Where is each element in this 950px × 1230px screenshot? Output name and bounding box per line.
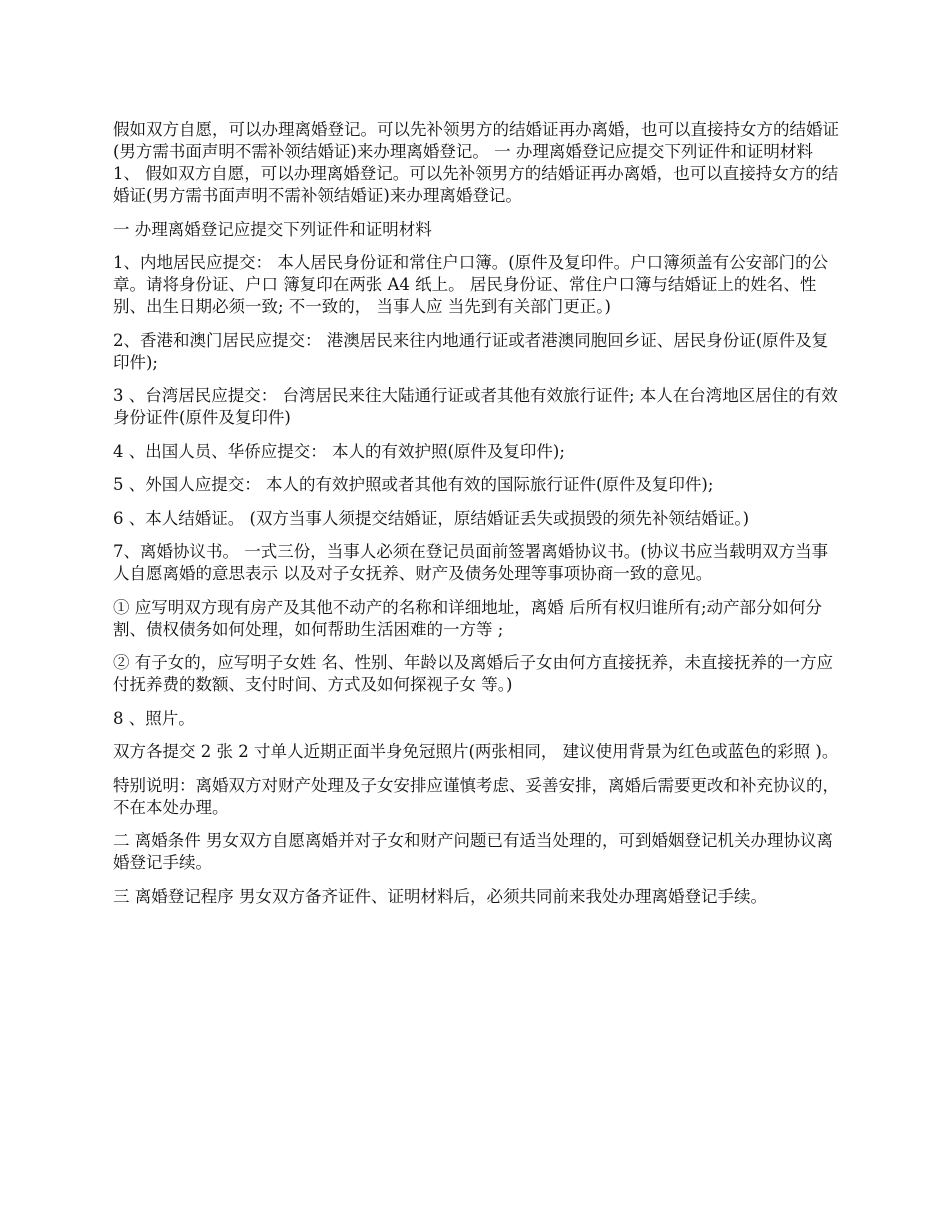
- section-registration-procedure: 三 离婚登记程序 男女双方备齐证件、证明材料后，必须共同前来我处办理离婚登记手续。: [113, 886, 767, 906]
- agreement-property-clause: ① 应写明双方现有房产及其他不动产的名称和详细地址，离婚 后所有权归谁所有;动产部分如何分割、债权债务如何处理，如何帮助生活困难的一方等 ;: [113, 597, 823, 639]
- item-photos: 8 、照片。: [113, 708, 195, 728]
- item-overseas-chinese: 4 、出国人员、华侨应提交： 本人的有效护照(原件及复印件);: [113, 441, 565, 461]
- agreement-children-clause: ② 有子女的，应写明子女姓 名、性别、年龄以及离婚后子女由何方直接抚养，未直接抚养的一方应付抚养费的数额、支付时间、方式及如何探视子女 等。): [113, 653, 833, 694]
- intro-paragraph: 假如双方自愿，可以办理离婚登记。可以先补领男方的结婚证再办离婚，也可以直接持女方的结婚证(男方需书面声明不需补领结婚证)来办理离婚登记。 一 办理离婚登记应提交下列证件和证明材料 1、 假如双方自愿，可以办理离婚登记。可以先补领男方的结婚证再办离婚，也可以直接持女方的结婚证(男方需书面声明不需补领结婚证)来办理离婚登记。: [113, 120, 839, 205]
- item-divorce-agreement: 7、离婚协议书。 一式三份，当事人必须在登记员面前签署离婚协议书。(协议书应当载明双方当事人自愿离婚的意思表示 以及对子女抚养、财产及债务处理等事项协商一致的意见。: [113, 542, 829, 583]
- photo-requirements: 双方各提交 2 张 2 寸单人近期正面半身免冠照片(两张相同， 建议使用背景为红色或蓝色的彩照 )。: [113, 742, 839, 761]
- special-note: 特别说明：离婚双方对财产处理及子女安排应谨慎考虑、妥善安排，离婚后需要更改和补充协议的，不在本处办理。: [113, 775, 839, 817]
- item-foreigners: 5 、外国人应提交： 本人的有效护照或者其他有效的国际旅行证件(原件及复印件);: [113, 475, 714, 494]
- item-taiwan-residents: 3 、台湾居民应提交： 台湾居民来往大陆通行证或者其他有效旅行证件; 本人在台湾地区居住的有效身份证件(原件及复印件): [113, 386, 838, 427]
- document-body: [113, 119, 840, 919]
- section-heading-materials: 一 办理离婚登记应提交下列证件和证明材料: [113, 219, 432, 239]
- item-hk-macao-residents: 2、香港和澳门居民应提交： 港澳居民来往内地通行证或者港澳同胞回乡证、居民身份证(原件及复印件);: [113, 330, 829, 372]
- item-mainland-residents: 1、内地居民应提交： 本人居民身份证和常住户口簿。(原件及复印件。户口簿须盖有公安部门的公章。请将身份证、户口 簿复印在两张 A4 纸上。 居民身份证、常住户口簿与结婚证上的姓名、性别、出生日期必须一致; 不一致的， 当事人应 当先到有关部门更正。): [113, 253, 829, 316]
- item-marriage-certificate: 6 、本人结婚证。 (双方当事人须提交结婚证，原结婚证丢失或损毁的须先补领结婚证。): [113, 508, 750, 528]
- section-divorce-conditions: 二 离婚条件 男女双方自愿离婚并对子女和财产问题已有适当处理的，可到婚姻登记机关办理协议离婚登记手续。: [113, 831, 833, 872]
